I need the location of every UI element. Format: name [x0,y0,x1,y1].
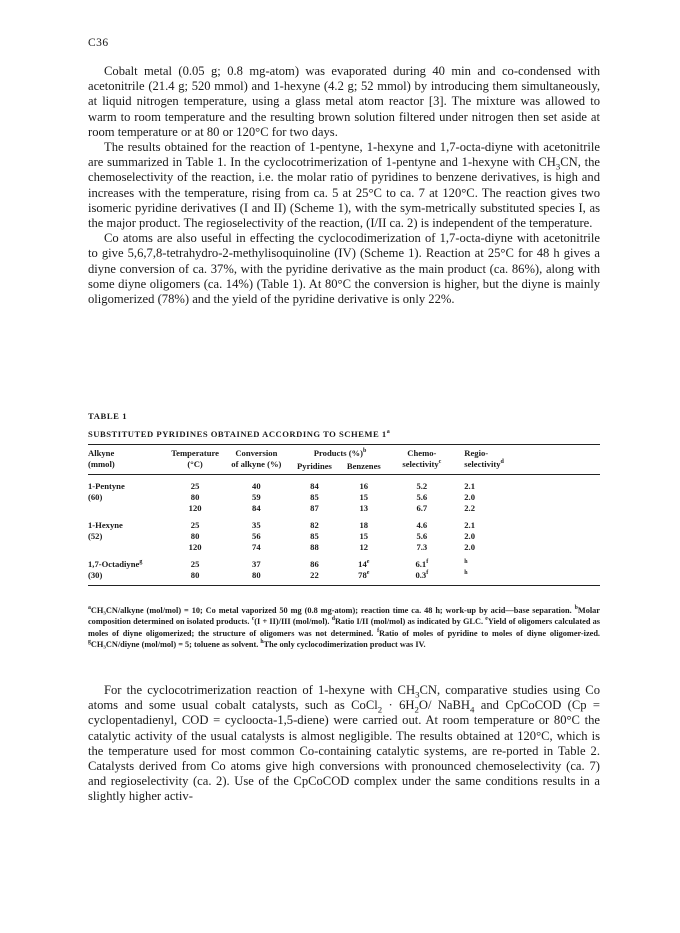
text-run: For the cyclocotrimerization reaction of 1-hexyne with CH [104,683,416,697]
cell-temperature: 80 [168,570,222,586]
benzenes-value: 15 [359,531,369,541]
header-chemoselectivity-sub: selectivity$^c$ [402,459,442,469]
cell-chemoselectivity [389,531,454,542]
subscript: 3 [415,689,420,700]
header-regioselectivity: Regio- [454,445,600,460]
cell-conversion: 56 [252,531,261,541]
subscript: 3 [555,161,561,172]
paragraph [88,64,600,140]
cell-temperature: 120 [188,503,202,513]
footnote-text: Molar composition determined on isolated products. [88,606,600,627]
body-text-top [88,64,600,307]
cell-chemoselectivity [389,553,454,570]
chemoselectivity-value: 5.6 [416,531,428,541]
cell-pyridines: 85 [310,531,319,541]
footnote-text: Ratio of moles of pyridine to moles of diyne oligomer-ized. [379,628,601,638]
cell-regioselectivity [454,514,600,531]
cell-chemoselectivity [389,514,454,531]
alkyne-name: 1-Hexyne [88,520,123,530]
paragraph [88,683,600,805]
regioselectivity-value: 2.1 [464,520,475,530]
cell-regioselectivity [454,570,600,586]
benzenes-value: 12 [359,542,369,552]
cell-conversion: 84 [252,503,261,513]
footnote-text: (I + II)/III (mol/mol). [254,617,330,627]
cell-alkyne [88,475,168,493]
alkyne-amount: (52) [88,531,103,541]
table-row [88,514,600,531]
cell-alkyne [88,503,168,514]
chemoselectivity-value: 4.6 [416,520,428,530]
table-row [88,570,600,586]
cell-regioselectivity [454,492,600,503]
cell-temperature: 25 [190,481,200,491]
cell-regioselectivity [454,542,600,553]
cell-temperature: 25 [190,559,200,569]
header-products: Products (%)$^b$ [291,445,390,460]
footnote-mark: h [260,639,264,646]
subscript: 2 [377,704,383,715]
footnote-mark: e [366,570,370,577]
text-run: CN, the chemoselectivity of the reaction, i.e. the molar ratio of pyridines to benzene derivatives, is high and increases with the temperature, rising from ca. 5 at 25°C to ca. 7 at 120°C. The reaction gives two isomeric pyridine derivatives (I and II) (Scheme 1), with the sym-metrically substituted species I, as the major product. The regioselectivity of the reaction, (I/II ca. 2) is independent of the temperature. [88,155,600,231]
cell-benzenes [338,503,389,514]
cell-conversion: 80 [222,570,291,586]
cell-conversion: 35 [252,520,261,530]
paragraph [88,140,600,231]
table-label: TABLE 1 [88,411,128,421]
footnote-mark: a [88,605,91,612]
chemoselectivity-value: 0.3 [415,570,427,580]
cell-alkyne [88,514,168,531]
text-run: · 6H [382,698,415,713]
cell-alkyne [88,542,168,553]
alkyne-name: 1,7-Octadiyne [88,559,140,569]
table-body [88,475,600,586]
subscript: 2 [414,704,419,715]
footnote-mark: h [464,570,468,577]
benzenes-value: 16 [359,481,369,491]
cell-pyridines: 88 [310,542,319,552]
chemoselectivity-value: 7.3 [416,542,428,552]
page-number: C36 [88,37,109,49]
cell-chemoselectivity [389,475,454,493]
cell-pyridines: 87 [310,503,319,513]
table-row [88,531,600,542]
header-temperature-unit: (°C) [187,459,203,469]
benzenes-value: 15 [359,492,369,502]
footnote-text: CH₃CN/diyne (mol/mol) = 5; toluene as solvent. [90,640,259,650]
chemoselectivity-value: 6.1 [415,559,427,569]
header-temperature: Temperature [168,445,222,460]
body-text-bottom [88,683,600,805]
cell-temperature: 25 [190,520,200,530]
cell-benzenes [338,492,389,503]
footnote-mark: b [574,605,578,612]
cell-pyridines: 22 [291,570,338,586]
cell-conversion: 59 [252,492,261,502]
chemoselectivity-value: 5.2 [416,481,428,491]
regioselectivity-value: 2.2 [464,503,475,513]
cell-benzenes [338,531,389,542]
footnote-mark: d [331,616,335,623]
footnote-mark: c [251,616,255,623]
cell-pyridines: 85 [310,492,319,502]
cell-benzenes [338,570,389,586]
regioselectivity-value: 2.1 [464,481,475,491]
cell-temperature: 120 [188,542,202,552]
header-benzenes: Benzenes [338,459,389,475]
footnote-mark: e [485,616,488,623]
cell-benzenes [338,514,389,531]
text-run: The results obtained for the reaction of 1-pentyne, 1-hexyne and 1,7-octa-diyne with acetonitrile are summarized in Table 1. In the cyclocotrimerization of 1-pentyne and 1-hexyne with CH [88,140,600,170]
text-run: Co atoms are also useful in effecting the cyclocodimerization of 1,7-octa-diyne with acetonitrile to give 5,6,7,8-tetrahydro-2-methylisoquinoline (IV) (Scheme 1). Reaction at 25°C for 48 h gives a diyne conversion of ca. 37%, with the pyridine derivative as the main product (ca. 86%), along with some diyne oligomers (ca. 14%) (Table 1). At 80°C the conversion is higher, but the diyne is mainly oligomerized (78%) and the yield of the pyridine derivative is only 22%. [88,231,600,307]
footnote-mark: f [426,570,429,577]
cell-alkyne [88,492,168,503]
cell-chemoselectivity [389,503,454,514]
footnote-mark: g [88,639,91,646]
alkyne-amount: (60) [88,492,103,502]
cell-regioselectivity [454,475,600,493]
cell-pyridines: 82 [310,520,319,530]
text-run: Cobalt metal (0.05 g; 0.8 mg-atom) was evaporated during 40 min and co-condensed with acetonitrile (21.4 g; 520 mmol) and 1-hexyne (4.2 g; 52 mmol) by introducing them simultaneously, at liquid nitrogen temperature, using a glass metal atom reactor [3]. The mixture was allowed to warm to room temperature and the resulting brown solution filtered under nitrogen then set aside at room temperature or at 80 or 120°C for two days. [88,64,600,139]
cell-chemoselectivity [389,570,454,586]
chemoselectivity-value: 5.6 [416,492,428,502]
text-run: O/ NaBH [418,698,471,713]
subscript: 4 [470,704,475,715]
benzenes-value: 14 [358,559,367,569]
cell-benzenes [338,542,389,553]
table-row [88,542,600,553]
footnote-mark: f [426,559,429,566]
substituted-pyridines-table [88,444,600,586]
text-run: and CpCoCOD (Cp = cyclopentadienyl, COD = cycloocta-1,5-diene) were carried out. At room temperature or 80°C the catalytic activity of the usual catalysts is almost negligible. The results obtained at 120°C, which is the temperature used for most common Co-containing catalytic systems, are re-ported in Table 2. Catalysts derived from Co atoms give high conversions with pronounced chemoselectivity (ca. 7) and regioselectivity (ca. 2). Use of the CpCoCOD complex under the same conditions results in a slightly higher activ- [88,698,601,804]
alkyne-name: 1-Pentyne [88,481,125,491]
cell-alkyne [88,553,168,570]
cell-benzenes [338,475,389,493]
cell-conversion: 37 [252,559,261,569]
table-row [88,553,600,570]
header-chemoselectivity: Chemo- [389,445,454,460]
benzenes-value: 78 [358,570,367,580]
header-alkyne: Alkyne [88,445,168,460]
chemoselectivity-value: 6.7 [416,503,428,513]
cell-temperature: 80 [190,492,200,502]
alkyne-amount: (30) [88,570,103,580]
cell-pyridines: 86 [310,559,319,569]
cell-chemoselectivity [389,492,454,503]
cell-regioselectivity [454,553,600,570]
footnote-text: CH₃CN/alkyne (mol/mol) = 10; Co metal vaporized 50 mg (0.8 mg-atom); reaction time ca. 48 h; work-up by acid—base separation. [90,606,572,615]
header-alkyne-unit: (mmol) [88,459,115,469]
text-run: CN, comparative studies using Co atoms and some usual cobalt catalysts, such as CoCl [88,683,600,713]
cell-temperature: 80 [190,531,200,541]
table-row [88,492,600,503]
cell-benzenes [338,553,389,570]
cell-regioselectivity [454,503,600,514]
paragraph [88,231,600,307]
cell-conversion: 74 [252,542,261,552]
header-conversion: Conversion [222,445,291,460]
header-conversion-unit: of alkyne (%) [231,459,282,469]
footnote-text: Yield of oligomers calculated as moles of diyne oligomerized; the structure of oligomers was not determined. [88,617,601,638]
header-pyridines: Pyridines [291,459,338,475]
table-caption: SUBSTITUTED PYRIDINES OBTAINED ACCORDING TO SCHEME 1$^a$ [88,429,391,439]
cell-alkyne [88,570,168,586]
cell-alkyne [88,531,168,542]
benzenes-value: 13 [359,503,369,513]
footnote-mark: h [464,559,468,566]
regioselectivity-value: 2.0 [464,531,475,541]
cell-conversion: 40 [252,481,261,491]
header-regioselectivity-sub: selectivity$^d$ [464,459,504,469]
footnote-mark: g [139,559,143,566]
regioselectivity-value: 2.0 [464,542,475,552]
footnote-mark: e [366,559,370,566]
cell-chemoselectivity [389,542,454,553]
benzenes-value: 18 [359,520,369,530]
footnote-text: The only cyclocodimerization product was IV. [263,640,426,650]
footnote-mark: f [377,628,380,635]
cell-regioselectivity [454,531,600,542]
footnote-text: Ratio I/II (mol/mol) as indicated by GLC. [334,617,484,627]
cell-pyridines: 84 [310,481,319,491]
table-footnotes [88,605,600,651]
table-row [88,475,600,493]
table-row [88,503,600,514]
regioselectivity-value: 2.0 [464,492,475,502]
